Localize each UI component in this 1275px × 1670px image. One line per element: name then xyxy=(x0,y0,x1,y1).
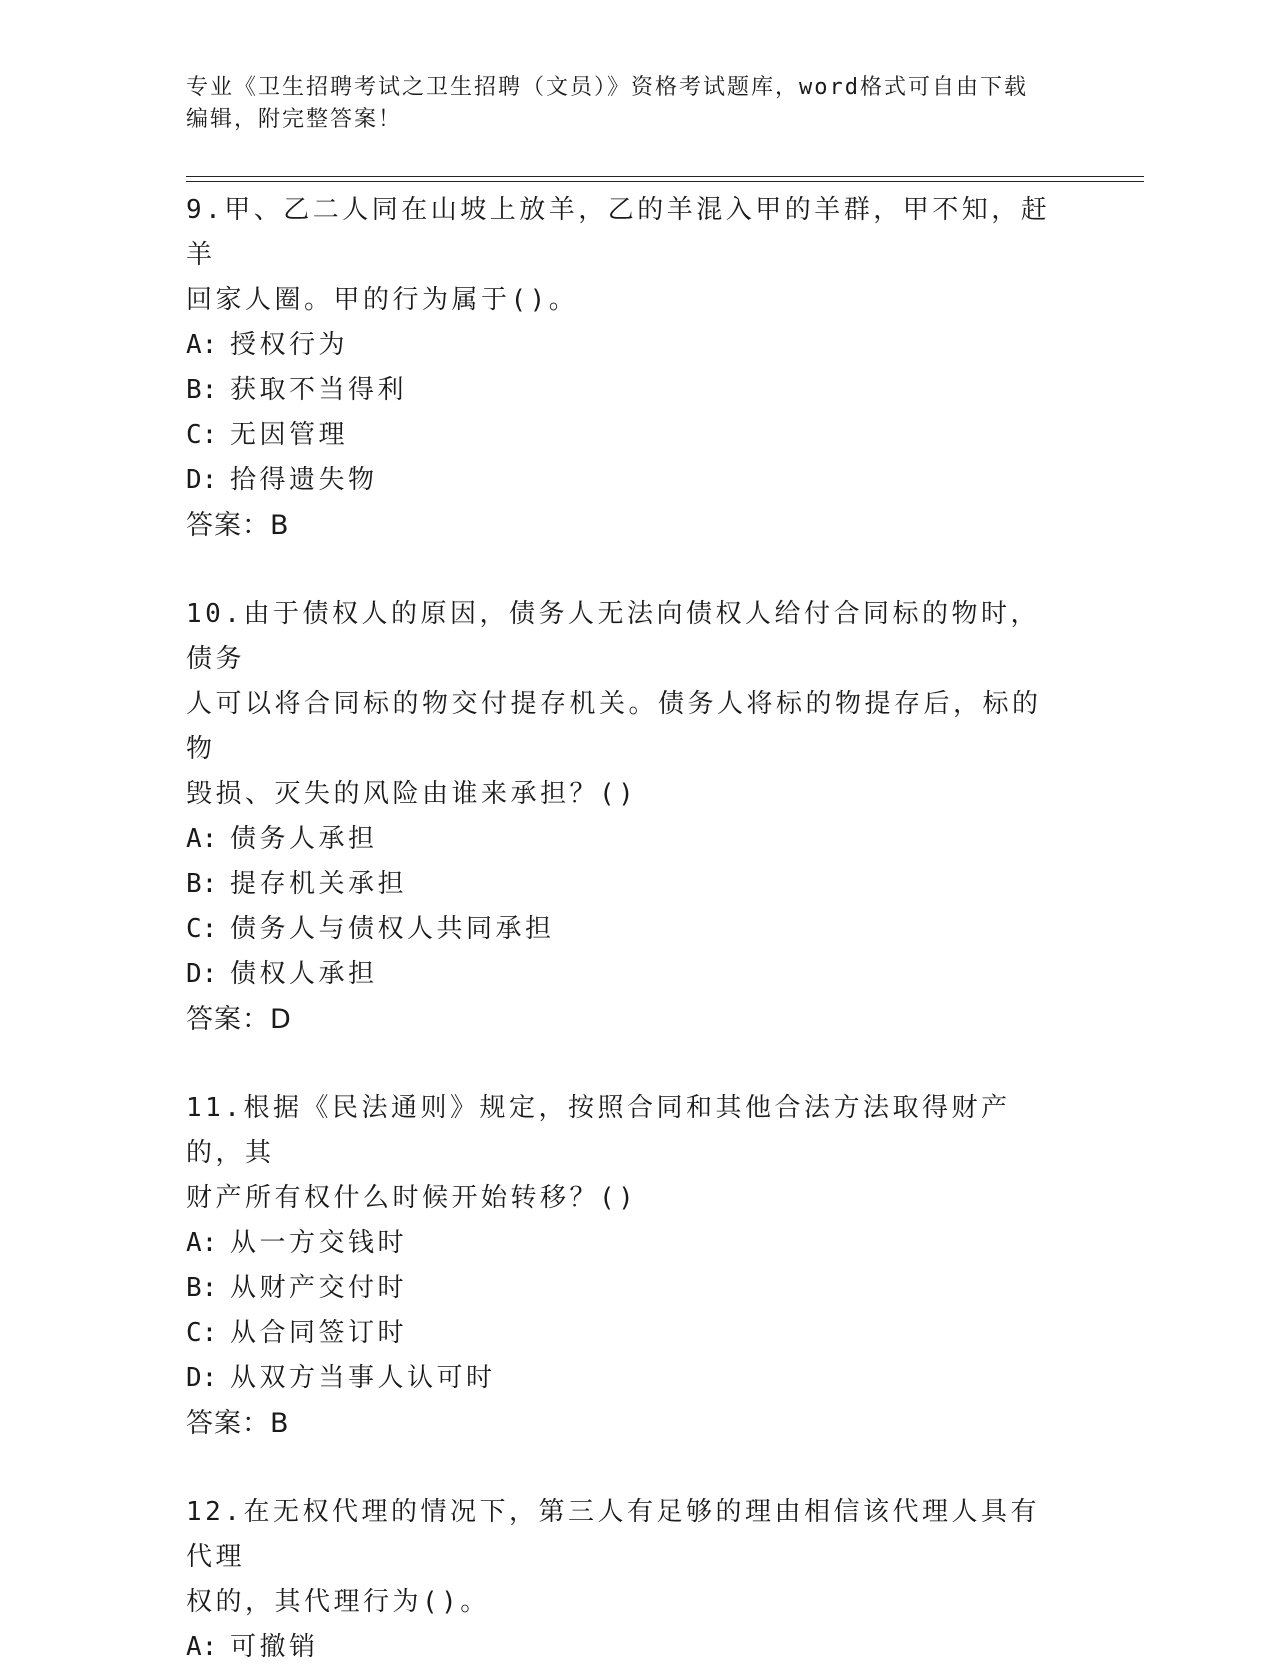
option-key: B: xyxy=(186,869,218,899)
header-line-2: 编辑，附完整答案！ xyxy=(186,107,403,132)
header-divider-top xyxy=(186,176,1144,177)
option-key: C: xyxy=(186,420,218,450)
question-9 xyxy=(186,188,1066,548)
option-a xyxy=(186,1625,1066,1670)
option-c xyxy=(186,413,1066,458)
question-11 xyxy=(186,1086,1066,1446)
option-b xyxy=(186,1266,1066,1311)
option-key: A: xyxy=(186,1632,218,1662)
question-10 xyxy=(186,592,1066,1042)
option-text: 从双方当事人认可时 xyxy=(230,1363,496,1393)
option-key: B: xyxy=(186,375,218,405)
option-key: C: xyxy=(186,1318,218,1348)
option-key: A: xyxy=(186,1228,218,1258)
question-spacer xyxy=(186,1042,1066,1086)
header-line-1: 专业《卫生招聘考试之卫生招聘（文员）》资格考试题库，word格式可自由下载 xyxy=(186,75,1028,100)
option-text: 从合同签订时 xyxy=(230,1318,408,1348)
option-a xyxy=(186,817,1066,862)
question-stem-line: 回家人圈。甲的行为属于()。 xyxy=(186,285,579,315)
question-stem-line: 12.在无权代理的情况下，第三人有足够的理由相信该代理人具有代理 xyxy=(186,1497,1040,1572)
question-list xyxy=(186,188,1066,1670)
option-text: 获取不当得利 xyxy=(230,375,408,405)
question-stem-line: 9.甲、乙二人同在山坡上放羊，乙的羊混入甲的羊群，甲不知，赶羊 xyxy=(186,195,1051,270)
option-d xyxy=(186,1356,1066,1401)
question-stem-line: 毁损、灭失的风险由谁来承担？() xyxy=(186,779,638,809)
option-a xyxy=(186,1221,1066,1266)
option-text: 提存机关承担 xyxy=(230,869,408,899)
option-key: B: xyxy=(186,1273,218,1303)
header-divider-bottom xyxy=(186,181,1144,182)
option-d xyxy=(186,952,1066,997)
option-text: 债权人承担 xyxy=(230,959,378,989)
option-text: 债务人与债权人共同承担 xyxy=(230,914,555,944)
question-spacer xyxy=(186,548,1066,592)
question-spacer xyxy=(186,1446,1066,1490)
option-d xyxy=(186,458,1066,503)
answer-line: 答案：B xyxy=(186,1408,290,1439)
option-b xyxy=(186,368,1066,413)
question-stem-line: 财产所有权什么时候开始转移？() xyxy=(186,1183,638,1213)
option-key: A: xyxy=(186,330,218,360)
question-stem-line: 权的，其代理行为()。 xyxy=(186,1587,490,1617)
option-text: 从一方交钱时 xyxy=(230,1228,408,1258)
question-stem-line: 10.由于债权人的原因，债务人无法向债权人给付合同标的物时，债务 xyxy=(186,599,1040,674)
option-key: A: xyxy=(186,824,218,854)
option-text: 债务人承担 xyxy=(230,824,378,854)
question-12 xyxy=(186,1490,1066,1670)
option-text: 拾得遗失物 xyxy=(230,465,378,495)
option-key: D: xyxy=(186,465,218,495)
option-text: 授权行为 xyxy=(230,330,349,360)
option-a xyxy=(186,323,1066,368)
option-c xyxy=(186,907,1066,952)
option-key: D: xyxy=(186,959,218,989)
option-text: 从财产交付时 xyxy=(230,1273,408,1303)
answer-line: 答案：D xyxy=(186,1004,292,1035)
option-key: D: xyxy=(186,1363,218,1393)
option-text: 可撤销 xyxy=(230,1632,319,1662)
question-stem-line: 11.根据《民法通则》规定，按照合同和其他合法方法取得财产的，其 xyxy=(186,1093,1011,1168)
option-key: C: xyxy=(186,914,218,944)
question-stem-line: 人可以将合同标的物交付提存机关。债务人将标的物提存后，标的物 xyxy=(186,689,1042,764)
document-header xyxy=(186,72,1066,136)
option-b xyxy=(186,862,1066,907)
option-c xyxy=(186,1311,1066,1356)
option-text: 无因管理 xyxy=(230,420,349,450)
answer-line: 答案：B xyxy=(186,510,290,541)
